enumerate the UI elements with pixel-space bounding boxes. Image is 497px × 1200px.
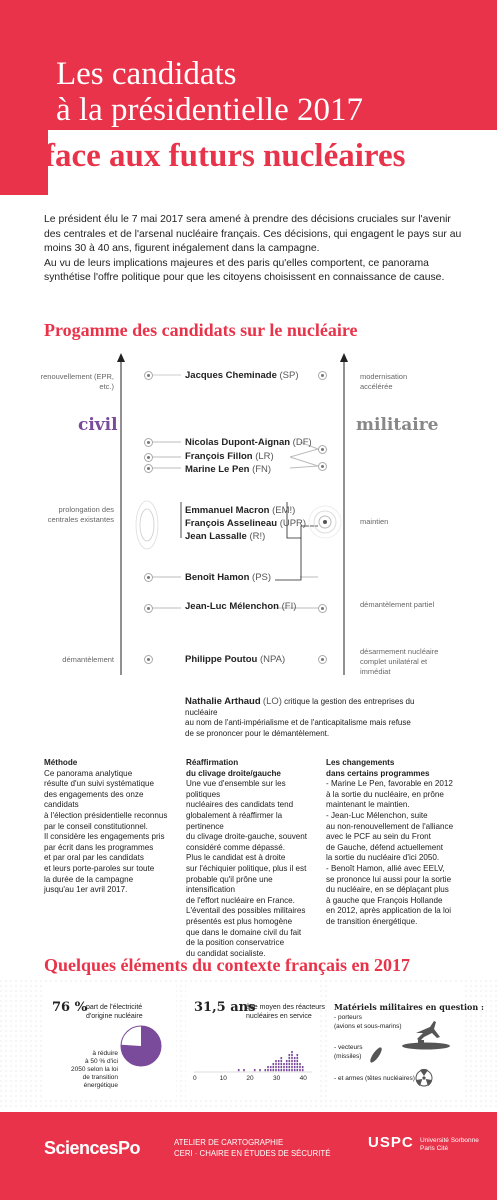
histogram-bar: [281, 1069, 283, 1071]
title-line-3: face aux futurs nucléaires: [44, 138, 406, 174]
text-line: globalement à réaffirmer la pertinence: [186, 810, 283, 831]
histogram-bar: [297, 1060, 299, 1062]
histogram-bar: [283, 1063, 285, 1065]
histogram-bar: [297, 1057, 299, 1059]
histogram-bar: [291, 1063, 293, 1065]
submarine-icon: [402, 1040, 450, 1050]
histogram-bar: [294, 1060, 296, 1062]
text-line: résulte d'un suivi systématique: [44, 779, 154, 789]
histogram-bar: [289, 1069, 291, 1071]
histogram-bar: [302, 1066, 304, 1068]
histogram-bar: [297, 1054, 299, 1056]
text-line: L'éventail des possibles militaires: [186, 906, 306, 916]
label-demantelement-partiel: démantèlement partiel: [360, 600, 435, 609]
histogram-bar: [299, 1066, 301, 1068]
candidate-poutou: Philippe Poutou (NPA): [185, 654, 286, 665]
histogram-bar: [291, 1069, 293, 1071]
histogram-bar: [267, 1066, 269, 1068]
histogram-bar: [286, 1060, 288, 1062]
text-line: à gauche que François Hollande: [326, 895, 443, 905]
intro-paragraph-2: Au vu de leurs implications majeures et des paris qu'elles comportent, ce panorama synthétise l'offre politique pour que les citoyens choisissent en connaissance de cause.: [44, 257, 445, 284]
text-line: à l'élection présidentielle reconnus: [44, 810, 168, 820]
histogram-bar: [297, 1069, 299, 1071]
stat1-label: part de l'électricité d'origine nucléaire: [86, 1004, 143, 1020]
footer-university: Université Sorbonne Paris Cité: [420, 1137, 479, 1152]
arthaud-note: Nathalie Arthaud (LO) critique la gestion des entreprises du nucléaire au nom de l'anti-impérialisme et de l'anticapitalisme mais refuse de se prononcer pour le démantèlement.: [185, 696, 415, 738]
text-line: par le conseil constitutionnel.: [44, 821, 148, 831]
military-dot-poutou: [318, 655, 327, 664]
text-line: considéré comme dépassé.: [186, 842, 285, 852]
text-line: du candidat socialiste.: [186, 948, 266, 958]
histogram-bar: [275, 1060, 277, 1062]
stat1-value: 76 %: [52, 1000, 87, 1015]
stat2-label: âge moyen des réacteurs nucléaires en service: [246, 1004, 325, 1020]
text-line: avec le PCF au sein du Front: [326, 832, 431, 842]
column-reaffirmation: Réaffirmation du clivage droite/gauche Une vue d'ensemble sur les politiques nucléaires des candidats tend globalement à réaffirmer la pertinence du clivage droite-gauche, souvent considéré comme dépassé. Plus le candidat est à droite sur l'échiquier politique, plus il est probable qu'il prône une intensification de l'effort nucléaire en France. L'éventail des possibles militaires présentés est plus homogène que dans le domaine civil du fait de la position conservatrice du candidat socialiste.: [186, 758, 321, 959]
histogram-bar: [286, 1063, 288, 1065]
histogram-bar: [259, 1069, 261, 1071]
text-line: Il considère les engagements pris: [44, 832, 165, 842]
contexte-heading: Quelques éléments du contexte français en 2017: [44, 955, 410, 975]
histogram-bar: [281, 1057, 283, 1059]
text-line: par écrit dans les programmes: [44, 842, 154, 852]
histogram-bar: [297, 1063, 299, 1065]
programme-heading: Progamme des candidats sur le nucléaire: [44, 320, 358, 340]
stat1-note: à réduire à 50 % d'ici 2050 selon la loi de transition énergétique: [71, 1050, 118, 1089]
text-line: de Gauche, défend actuellement: [326, 842, 443, 852]
missile-icon: [368, 1046, 383, 1064]
intro-paragraph-1: Le président élu le 7 mai 2017 sera amené à prendre des décisions cruciales sur l'avenir des centrales et de l'arsenal nucléaire français. Ces décisions, qui engagent le pays sur au moins 30 à 40 ans, figurent inégalement dans la campagne.: [44, 214, 462, 255]
sciencespo-logo: SciencesPo: [44, 1138, 141, 1158]
histogram-tick-label: 40: [299, 1075, 307, 1082]
text-line: du nucléaire, en se déplaçant plus: [326, 885, 449, 895]
militaire-label: militaire: [356, 415, 439, 435]
histogram-bar: [281, 1063, 283, 1065]
histogram-bar: [291, 1051, 293, 1053]
histogram-bar: [273, 1063, 275, 1065]
civil-dot-poutou: [144, 655, 153, 664]
label-desarmement: désarmement nucléaire complet unilatéral et immédiat: [360, 647, 439, 676]
histogram-bar: [289, 1054, 291, 1056]
text-line: - Marine Le Pen, favorable en 2012: [326, 779, 453, 789]
text-line: en 2012, après application de la loi: [326, 906, 452, 916]
histogram-bar: [291, 1060, 293, 1062]
text-line: sur l'échiquier politique, plus il est: [186, 863, 307, 873]
histogram-bar: [275, 1066, 277, 1068]
uspc-logo: USPC: [368, 1134, 414, 1151]
text-line: à la sortie du nucléaire, en prône: [326, 789, 444, 799]
histogram-bar: [273, 1069, 275, 1071]
histogram-bar: [294, 1063, 296, 1065]
text-line: de l'effort nucléaire en France.: [186, 895, 295, 905]
histogram-tick-label: 10: [219, 1075, 227, 1082]
histogram-bar: [278, 1066, 280, 1068]
share-pie: [118, 1023, 164, 1069]
histogram-bar: [283, 1066, 285, 1068]
military-dot-cheminade: [318, 371, 327, 380]
civil-label: civil: [78, 415, 118, 435]
histogram-bar: [278, 1063, 280, 1065]
text-line: présentés est plus homogène: [186, 916, 293, 926]
title-line-1: Les candidats: [56, 56, 237, 92]
civil-dot-hamon: [144, 573, 153, 582]
text-line: de transition énergétique.: [326, 916, 418, 926]
text-line: Plus le candidat est à droite: [186, 853, 286, 863]
text-line: de la position conservatrice: [186, 938, 285, 948]
column-changements: Les changements dans certains programmes - Marine Le Pen, favorable en 2012 à la sortie du nucléaire, en prône maintenant le maintien. - Jean-Luc Mélenchon, suite au non-renouvellement de l'alliance avec le PCF au sein du Front de Gauche, défend actuellement la sortie du nucléaire d'ici 2050. - Benoît Hamon, allié avec EELV, se prononce lui aussi pour la sortie du nucléaire, en se déplaçant plus à gauche que François Hollande en 2012, après application de la loi de transition énergétique.: [326, 758, 461, 928]
candidate-asselineau: François Asselineau (UPR): [185, 518, 307, 529]
histogram-bar: [286, 1066, 288, 1068]
histogram-bar: [294, 1066, 296, 1068]
candidate-lassalle: Jean Lassalle (R!): [185, 531, 266, 542]
civil-dot-cheminade: [144, 371, 153, 380]
stat3-armes: - et armes (têtes nucléaires): [334, 1075, 415, 1082]
histogram-bar: [286, 1069, 288, 1071]
text-line: - Jean-Luc Mélenchon, suite: [326, 810, 428, 820]
candidate-hamon: Benoît Hamon (PS): [185, 572, 272, 583]
footer-line-1: ATELIER DE CARTOGRAPHIE: [174, 1138, 284, 1147]
candidate-melenchon: Jean-Luc Mélenchon (FI): [185, 601, 297, 612]
label-demantelement: démantèlement: [62, 655, 114, 664]
histogram-bar: [289, 1063, 291, 1065]
civil-dot-dupont-aignan: [144, 438, 153, 447]
intro-text: [44, 213, 464, 286]
histogram-bar: [283, 1069, 285, 1071]
histogram-bar: [275, 1063, 277, 1065]
histogram-bar: [291, 1054, 293, 1056]
text-line: Une vue d'ensemble sur les politiques: [186, 779, 286, 799]
histogram-bar: [299, 1069, 301, 1071]
text-line: Ce panorama analytique: [44, 768, 133, 778]
text-line: et leurs porte-paroles sur toute: [44, 863, 155, 873]
histogram-axis-labels: [190, 1075, 314, 1085]
histogram-bar: [281, 1066, 283, 1068]
text-line: et par oral par les candidats: [44, 853, 144, 863]
histogram-tick-label: 20: [246, 1075, 254, 1082]
histogram-bar: [243, 1069, 245, 1071]
candidate-macron: Emmanuel Macron (EM!): [185, 505, 296, 516]
label-renouvellement: renouvellement (EPR, etc.): [40, 372, 114, 391]
military-dot-dupont-aignan: [318, 445, 327, 454]
text-line: des engagements des onze candidats: [44, 789, 144, 810]
histogram-bar: [265, 1069, 267, 1071]
text-line: se prononce lui aussi pour la sortie: [326, 874, 452, 884]
histogram-bar: [275, 1069, 277, 1071]
histogram-bar: [238, 1069, 240, 1071]
column-methode: Méthode Ce panorama analytique résulte d'un suivi systématique des engagements des onze candidats à l'élection présidentielle reconnus par le conseil constitutionnel. Il considère les engagements pris par écrit dans les programmes et par oral par les candidats et leurs porte-paroles sur toute la durée de la campagne jusqu'au 1er avril 2017.: [44, 758, 168, 895]
histogram-tick-label: 0: [193, 1075, 197, 1082]
text-line: maintenant le maintien.: [326, 800, 410, 810]
histogram-bar: [270, 1066, 272, 1068]
histogram-bar: [289, 1066, 291, 1068]
histogram-bar: [291, 1057, 293, 1059]
text-line: que dans le domaine civil du fait: [186, 927, 302, 937]
label-maintien: maintien: [360, 517, 389, 526]
civil-dot-melenchon: [144, 604, 153, 613]
histogram-bar: [294, 1057, 296, 1059]
text-line: nucléaires des candidats tend: [186, 800, 294, 810]
text-line: du clivage droite-gauche, souvent: [186, 832, 308, 842]
candidate-cheminade: Jacques Cheminade (SP): [185, 370, 299, 381]
histogram-bar: [267, 1069, 269, 1071]
histogram-bar: [297, 1066, 299, 1068]
histogram-bar: [273, 1066, 275, 1068]
stat2-value: 31,5 ans: [194, 1000, 256, 1015]
military-dot-fillon-lepen: [318, 462, 327, 471]
footer-line-2: CERI · CHAIRE EN ÉTUDES DE SÉCURITÉ: [174, 1149, 331, 1158]
civil-dot-fillon: [144, 453, 153, 462]
histogram-bar: [302, 1069, 304, 1071]
histogram-tick-label: 30: [273, 1075, 281, 1082]
histogram-bar: [281, 1060, 283, 1062]
histogram-bar: [289, 1060, 291, 1062]
text-line: la sortie du nucléaire d'ici 2050.: [326, 853, 440, 863]
stat3-title: Matériels militaires en question :: [334, 1002, 484, 1012]
label-prolongation: prolongation des centrales existantes: [47, 505, 114, 524]
histogram-bar: [299, 1063, 301, 1065]
text-line: au non-renouvellement de l'alliance: [326, 821, 454, 831]
aircraft-icon: [416, 1021, 440, 1041]
stat3-porteurs: - porteurs (avions et sous-marins): [334, 1014, 402, 1030]
radiation-icon: [416, 1069, 432, 1086]
histogram-bar: [291, 1066, 293, 1068]
histogram-bar: [254, 1069, 256, 1071]
title-line-2: à la présidentielle 2017: [56, 92, 363, 128]
histogram-bar: [294, 1069, 296, 1071]
text-line: jusqu'au 1er avril 2017.: [44, 885, 128, 895]
histogram-bar: [278, 1069, 280, 1071]
stat3-vecteurs: - vecteurs (missiles): [334, 1044, 363, 1060]
candidate-dupont-aignan: Nicolas Dupont-Aignan (DF): [185, 437, 312, 448]
label-modernisation: modernisation accélérée: [360, 372, 408, 391]
text-line: la durée de la campagne: [44, 874, 134, 884]
military-dot-melenchon: [318, 604, 327, 613]
military-icons: [368, 1015, 458, 1095]
candidate-lepen: Marine Le Pen (FN): [185, 464, 272, 475]
histogram-bar: [289, 1057, 291, 1059]
text-line: probable qu'il prône une intensification: [186, 874, 273, 895]
histogram-bar: [278, 1060, 280, 1062]
text-line: - Benoît Hamon, allié avec EELV,: [326, 863, 445, 873]
candidate-fillon: François Fillon (LR): [185, 451, 274, 462]
civil-dot-lepen: [144, 464, 153, 473]
histogram-bar: [270, 1069, 272, 1071]
